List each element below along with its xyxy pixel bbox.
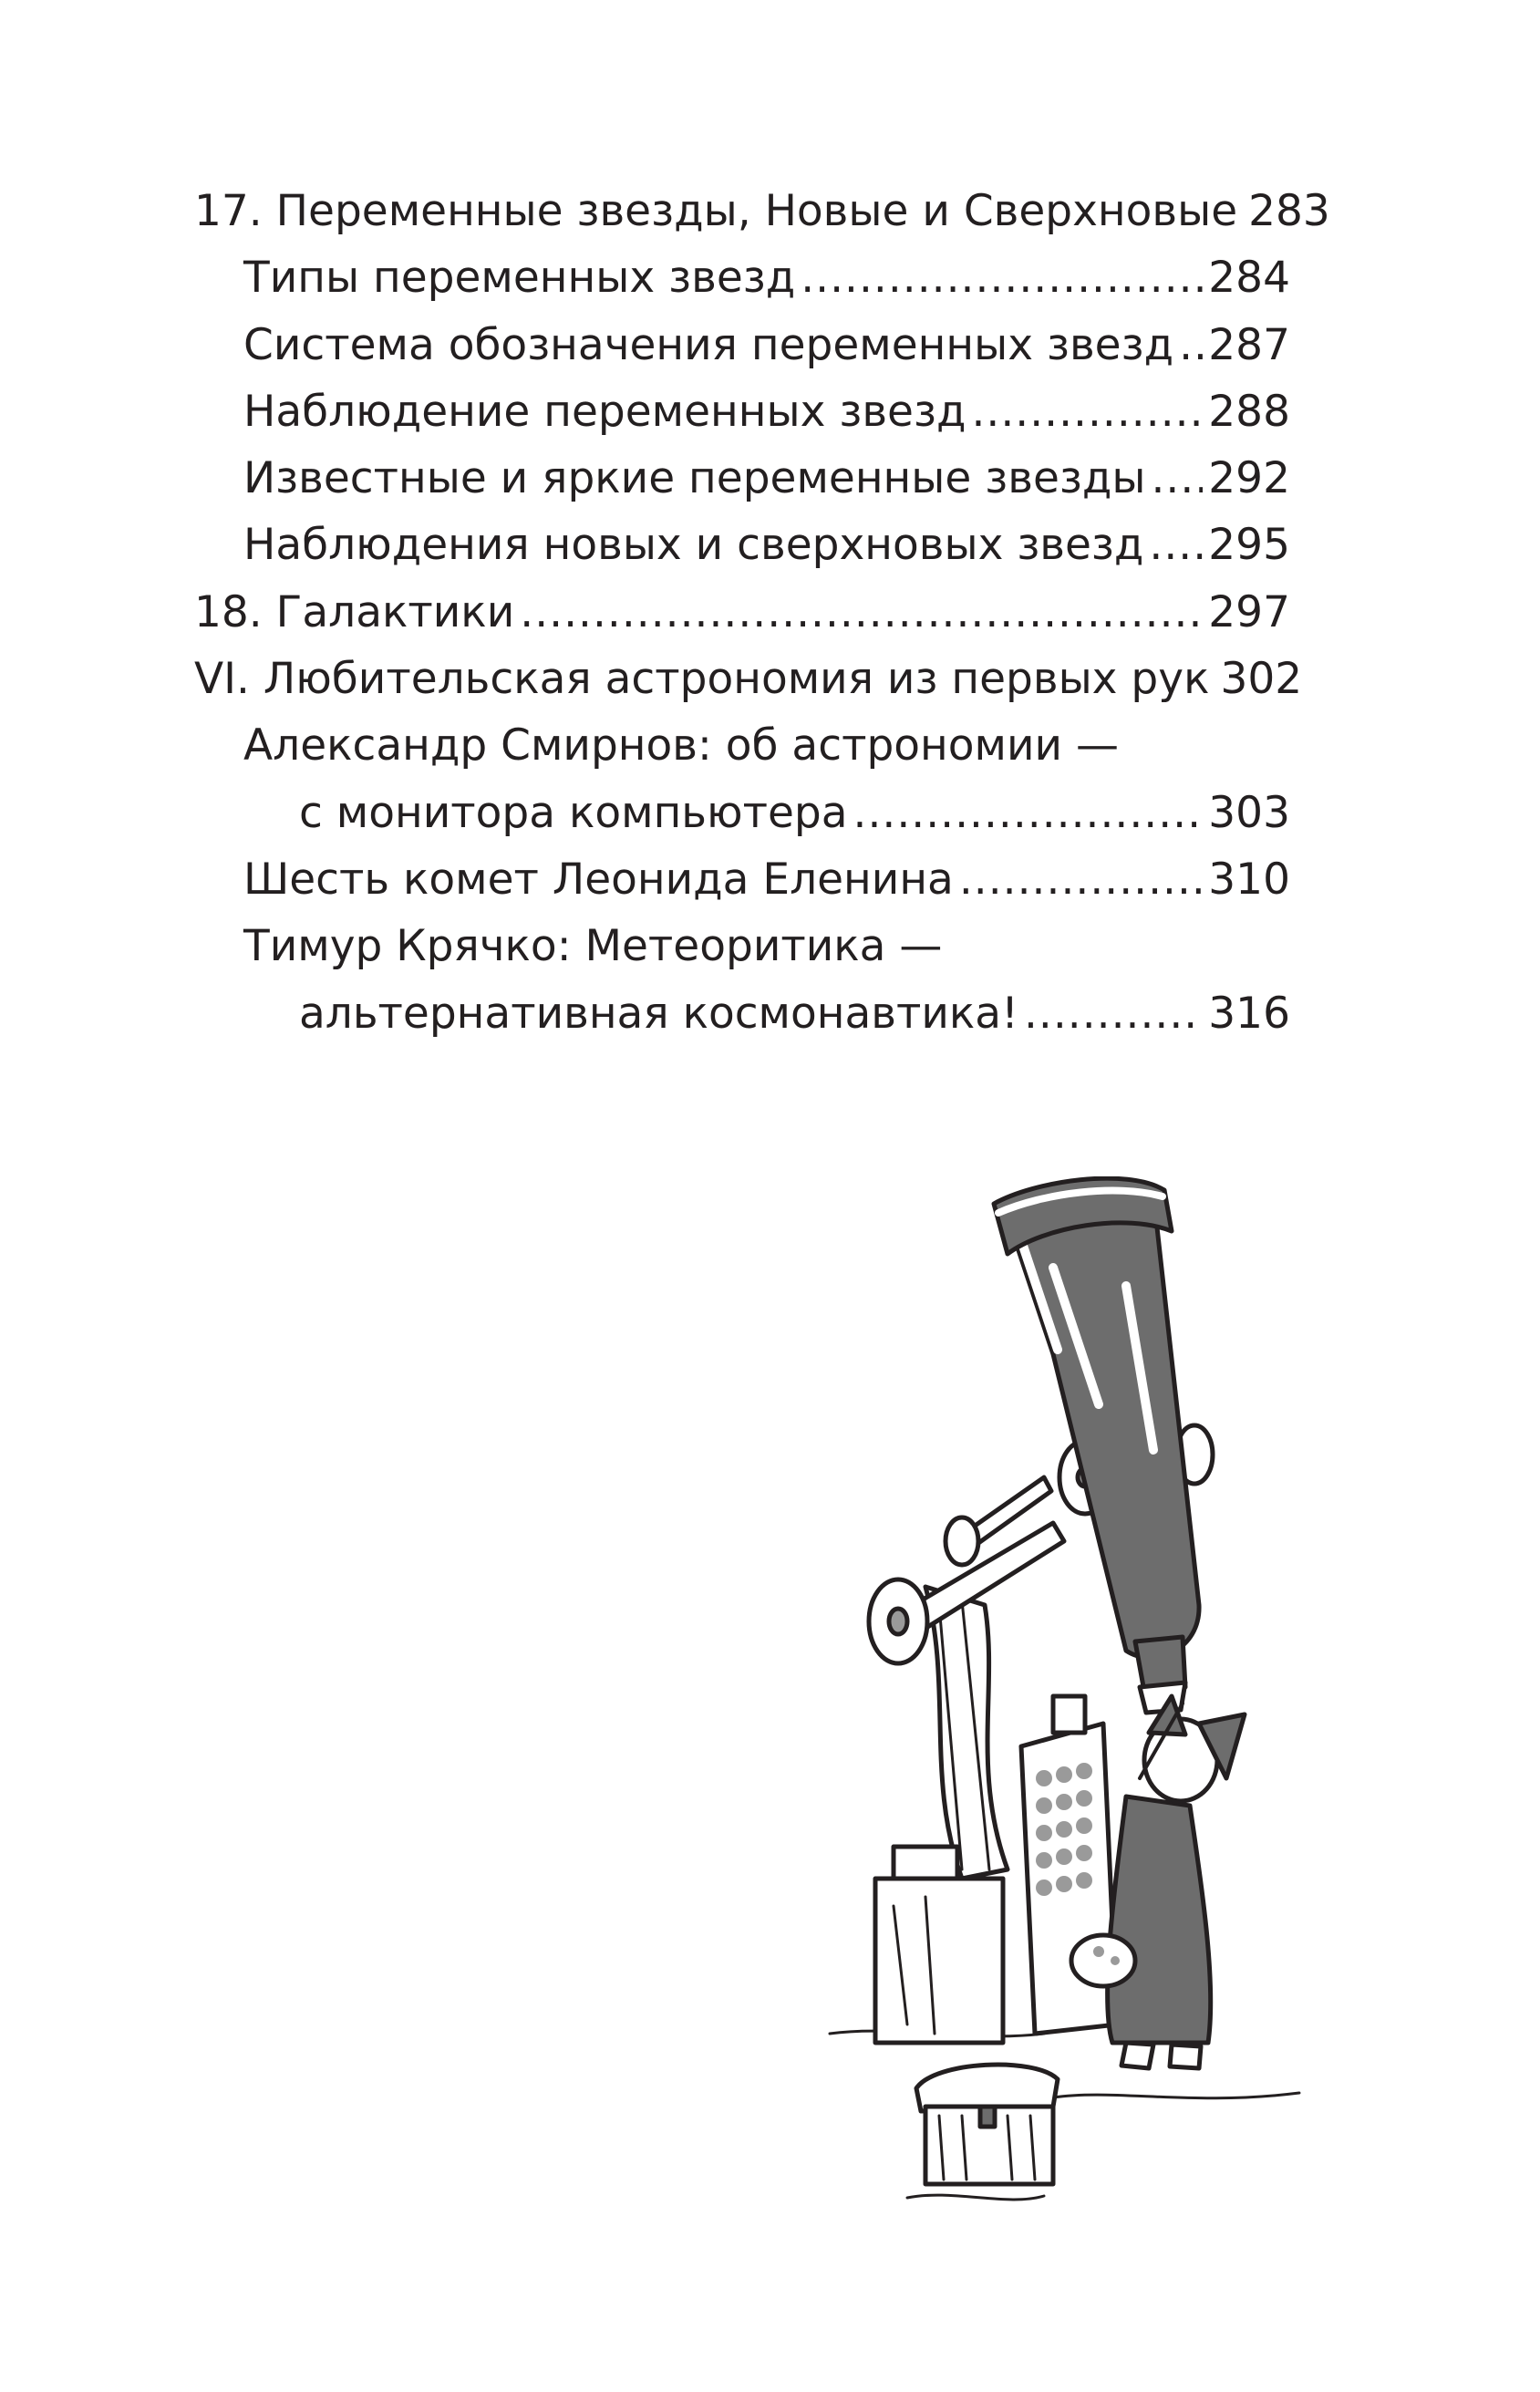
telescope-stand [925, 1587, 1008, 1879]
toc-leader-dots [853, 780, 1204, 846]
toc-entry[interactable] [194, 913, 1290, 979]
toc-entry-title: Известные и яркие переменные звезды [243, 453, 1146, 504]
painter-robe [1108, 1797, 1211, 2043]
toc-entry-title: Александр Смирнов: об астрономии — [243, 720, 1120, 771]
toc-entry[interactable] [194, 178, 1330, 244]
toc-entry[interactable] [194, 780, 1290, 846]
toc-entry-title: Наблюдение переменных звезд [243, 386, 966, 437]
toc-entry-title: 18. Галактики [194, 586, 515, 637]
toc-entry[interactable] [194, 312, 1290, 378]
toc-leader-dots [520, 579, 1203, 646]
toc-entry-page: 316 [1208, 988, 1290, 1039]
toc-entry-page: 283 [1248, 186, 1330, 236]
ground-shadow [830, 2031, 1299, 2200]
toc-entry[interactable] [194, 846, 1290, 913]
focus-knob [946, 1517, 978, 1565]
treasure-chest-lid [916, 2065, 1058, 2111]
toc-entry-page: 303 [1208, 787, 1290, 838]
toc-entry-page: 302 [1220, 654, 1303, 705]
toc-entry[interactable] [194, 512, 1290, 578]
toc-entry-title: VI. Любительская астрономия из первых рук [194, 654, 1210, 705]
toc-entry-page: 288 [1208, 386, 1290, 437]
toc-entry-title: Шесть комет Леонида Еленина [243, 854, 954, 905]
toc-entry-page: 310 [1208, 854, 1290, 905]
toc-entry-title: альтернативная космонавтика! [299, 988, 1018, 1039]
toc-entry-title: Тимур Крячко: Метеоритика — [243, 921, 943, 972]
toc-leader-dots [971, 378, 1203, 445]
toc-entry[interactable] [194, 244, 1290, 311]
telescope-painter-illustration [825, 1176, 1318, 2234]
toc-entry-page: 297 [1208, 586, 1290, 637]
toc-entry-title: Типы переменных звезд [243, 253, 796, 304]
paint-palette [1071, 1935, 1135, 1986]
toc-leader-dots [959, 846, 1203, 913]
toc-entry-page: 292 [1208, 453, 1290, 504]
toc-entry[interactable] [194, 980, 1290, 1047]
toc-entry-title: с монитора компьютера [299, 787, 848, 838]
toc-entry[interactable] [194, 579, 1290, 646]
toc-leader-dots [1179, 312, 1203, 378]
toc-entry[interactable] [194, 378, 1290, 445]
table-of-contents [194, 178, 1330, 1047]
toc-leader-dots [1024, 980, 1203, 1047]
toc-entry-title: 17. Переменные звезды, Новые и Сверхновые [194, 186, 1238, 236]
toc-entry[interactable] [194, 712, 1290, 779]
toc-leader-dots [801, 244, 1203, 311]
toc-leader-dots [1149, 512, 1203, 578]
toc-entry-page: 287 [1208, 319, 1290, 370]
toc-entry-title: Наблюдения новых и сверхновых звезд [243, 520, 1144, 571]
toc-entry-page: 295 [1208, 520, 1290, 571]
toc-entry-page: 284 [1208, 253, 1290, 304]
toc-entry[interactable] [194, 646, 1303, 712]
toc-entry[interactable] [194, 445, 1290, 512]
telescope-tube [1008, 1195, 1199, 1658]
toc-leader-dots [1151, 445, 1203, 512]
toc-entry-title: Система обозначения переменных звезд [243, 319, 1174, 370]
